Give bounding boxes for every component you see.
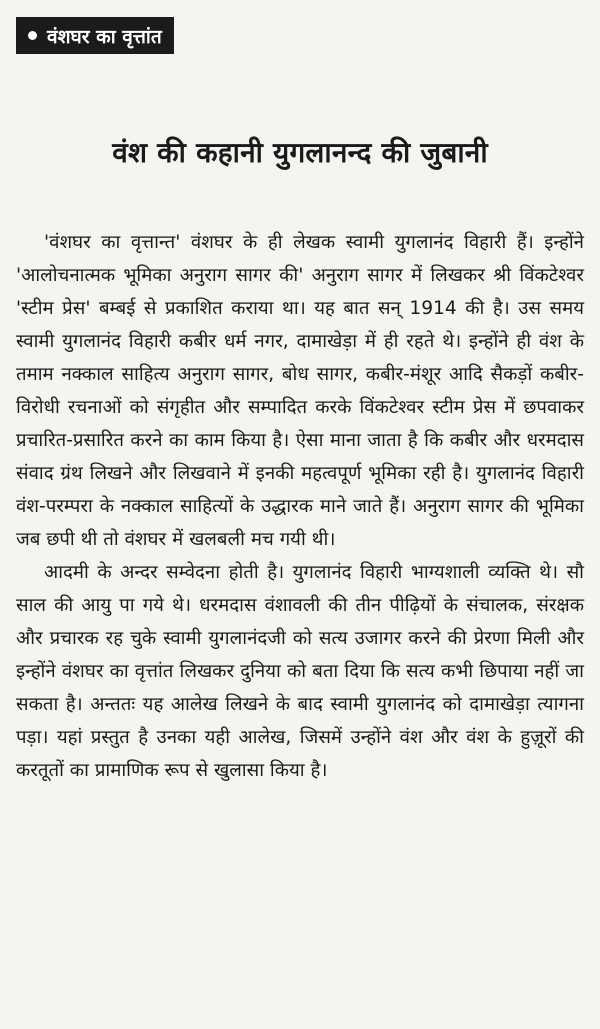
- paragraph-2: [16, 556, 584, 787]
- paragraph-1: [16, 226, 584, 556]
- paragraph-1-text: 'वंशघर का वृत्तान्त' वंशघर के ही लेखक स्वामी युगलानंद विहारी हैं। इन्होंने 'आलोचनात्मक भूमिका अनुराग सागर की' अनुराग सागर में लिखकर श्री विंकटेश्वर 'स्टीम प्रेस' बम्बई से प्रकाशित कराया था। यह बात सन् 1914 की है। उस समय स्वामी युगलानंद विहारी कबीर धर्म नगर, दामाखेड़ा में ही रहते थे। इन्होंने ही वंश के तमाम नक्काल साहित्य अनुराग सागर, बोध सागर, कबीर-मंशूर आदि सैकड़ों कबीर-विरोधी रचनाओं को संगृहीत और सम्पादित करके विंकटेश्वर स्टीम प्रेस में छपवाकर प्रचारित-प्रसारित करने का काम किया है। ऐसा माना जाता है कि कबीर और धरमदास संवाद ग्रंथ लिखने और लिखवाने में इनकी महत्वपूर्ण भूमिका रही है। युगलानंद विहारी वंश-परम्परा के नक्काल साहित्यों के उद्धारक माने जाते हैं। अनुराग सागर की भूमिका जब छपी थी तो वंशघर में खलबली मच गयी थी।: [16, 232, 584, 550]
- section-label: वंशघर का वृत्तांत: [47, 25, 162, 48]
- bullet-icon: [28, 31, 37, 40]
- page-title: वंश की कहानी युगलानन्द की जुबानी: [112, 136, 488, 169]
- paragraph-2-text: आदमी के अन्दर सम्वेदना होती है। युगलानंद विहारी भाग्यशाली व्यक्ति थे। सौ साल की आयु पा गये थे। धरमदास वंशावली की तीन पीढ़ियों के संचालक, संरक्षक और प्रचारक रह चुके स्वामी युगलानंदजी को सत्य उजागर करने की प्रेरणा मिली और इन्होंने वंशघर का वृत्तांत लिखकर दुनिया को बता दिया कि सत्य कभी छिपाया नहीं जा सकता है। अन्ततः यह आलेख लिखने के बाद स्वामी युगलानंद को दामाखेड़ा त्यागना पड़ा। यहां प्रस्तुत है उनका यही आलेख, जिसमें उन्होंने वंश और वंश के हुज़ूरों की करतूतों का प्रामाणिक रूप से खुलासा किया है।: [16, 562, 585, 781]
- article-body: [16, 226, 584, 787]
- section-tag: [16, 17, 174, 54]
